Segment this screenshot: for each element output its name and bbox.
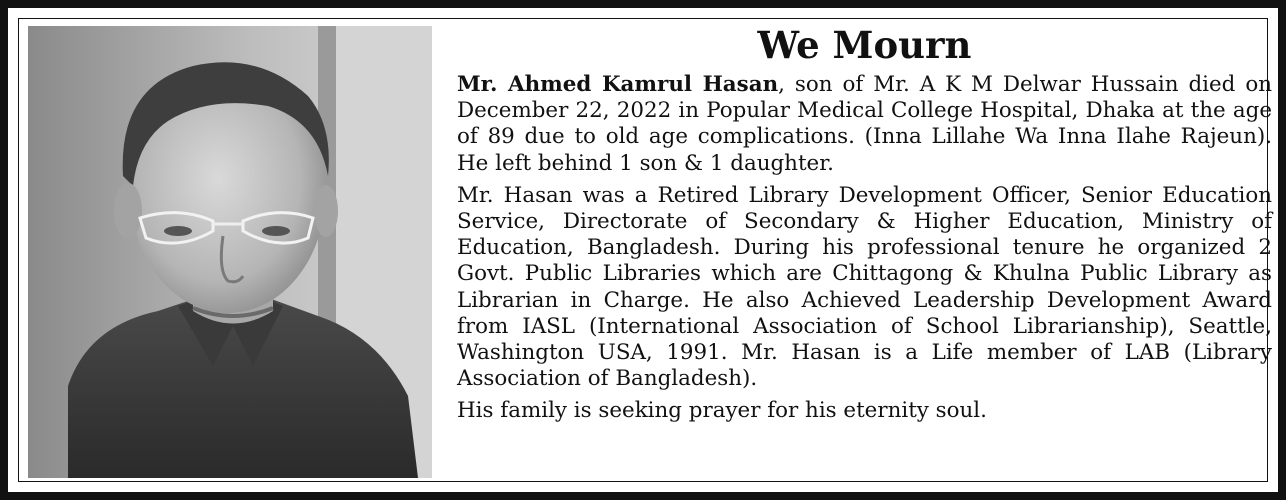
- intro-paragraph: [457, 72, 1272, 177]
- notice-title: We Mourn: [757, 23, 972, 67]
- intro-text: , son of Mr. A K M Delwar Hussain died on December 22, 2022 in Popular Medical College Hospital, Dhaka at the age of 89 due to old age complications. (Inna Lillahe Wa Inna Ilahe Rajeun). He left behind 1 son & 1 daughter.: [457, 72, 1272, 176]
- portrait-photo: [28, 26, 432, 478]
- obituary-text: [457, 18, 1272, 425]
- deceased-name: Mr. Ahmed Kamrul Hasan: [457, 72, 779, 97]
- career-paragraph: Mr. Hasan was a Retired Library Development Officer, Senior Education Service, Directorate of Secondary & Higher Education, Ministry of Education, Bangladesh. During his professional tenure he organized 2 Govt. Public Libraries which are Chittagong & Khulna Public Library as Librarian in Charge. He also Achieved Leadership Development Award from IASL (International Association of School Librarianship), Seattle, Washington USA, 1991. Mr. Hasan is a Life member of LAB (Library Association of Bangladesh).: [457, 182, 1272, 392]
- closing-paragraph: His family is seeking prayer for his eternity soul.: [457, 398, 987, 424]
- portrait-illustration: [28, 26, 432, 478]
